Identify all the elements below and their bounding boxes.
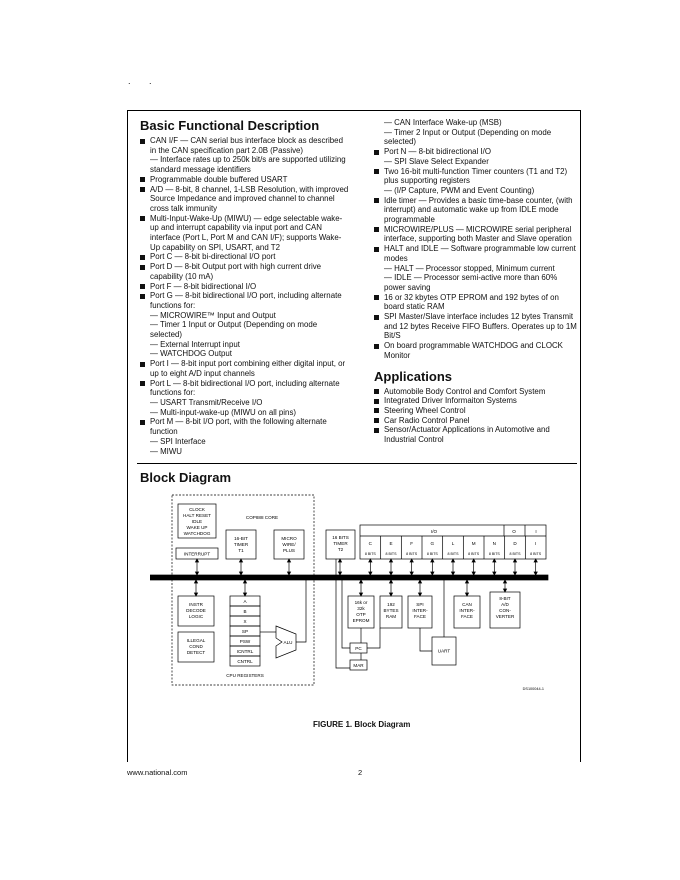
port-bits: 8 BITS (364, 552, 376, 556)
bullet-item: Programmable double buffered USART (140, 175, 350, 185)
bus-down-arrow-head (243, 593, 246, 596)
microwire-line: WIRE/ (282, 542, 296, 547)
clock-line: HALT RESET (183, 513, 211, 518)
port-letter: L (451, 541, 455, 546)
figure-caption: FIGURE 1. Block Diagram (313, 720, 411, 729)
port-letter: M (471, 541, 476, 546)
eprom-line: OTP (356, 612, 366, 617)
uart-label: UART (437, 648, 451, 654)
port-bus-arrow-head (513, 559, 516, 562)
bus-down-arrow-head (503, 589, 506, 592)
microwire-line: MICRO (281, 536, 297, 541)
port-bus-arrow-head (451, 572, 454, 575)
bus-arrow-head (239, 559, 242, 562)
application-item: Steering Wheel Control (374, 406, 580, 416)
functional-list-right (374, 118, 580, 361)
spi-line: INTER- (412, 608, 428, 613)
clock-line: WATCHDOG (183, 531, 211, 536)
port-bus-arrow-head (410, 559, 413, 562)
port-bits: 8 BITS (406, 552, 418, 556)
timer2-line: T2 (337, 547, 344, 552)
sub-item: — SPI Slave Select Expander (384, 156, 489, 166)
port-bus-arrow-head (534, 572, 537, 575)
bullet-item: Port D — 8-bit Output port with high current drive capability (10 mA) (140, 262, 350, 281)
port-bits: 8 BITS (447, 552, 459, 556)
adc-line: 8-BIT (499, 596, 511, 601)
bullet-item: SPI Master/Slave interface includes 12 bytes Transmit and 12 bytes Receive FIFO Buffers. Operates up to 1M Bit/S (374, 312, 580, 341)
clock-line: WAKE UP (186, 525, 208, 530)
right-column (374, 118, 580, 445)
header-dots: . . (128, 76, 160, 86)
bus-down-arrow-head (418, 580, 421, 583)
clock-line: CLOCK (189, 507, 205, 512)
bus-down-arrow-head (465, 593, 468, 596)
bus-down-arrow-head (194, 593, 197, 596)
sub-item: — Multi-input-wake-up (MIWU on all pins) (150, 407, 297, 417)
port-bits: 8 BITS (385, 552, 397, 556)
bullet-item: Port F — 8-bit bidirectional I/O (140, 282, 350, 292)
instr-line: INSTR (189, 602, 203, 607)
section-title-applications: Applications (374, 368, 453, 384)
eprom-line: EPROM (352, 618, 370, 623)
section-title-functional: Basic Functional Description (140, 118, 320, 133)
port-letter: G (430, 541, 435, 546)
interrupt-label: INTERRUPT (183, 551, 211, 557)
port-letter: C (368, 541, 372, 546)
io-label: I/O (430, 529, 438, 534)
footer-url: www.national.com (127, 768, 188, 777)
port-letter: D (513, 541, 517, 546)
port-bits: 8 BITS (530, 552, 542, 556)
ram-line: RAM (385, 614, 397, 619)
sub-item: — Timer 1 Input or Output (Depending on mode selected) (150, 320, 318, 340)
spi-line: FACE (414, 614, 426, 619)
bus-down-arrow-head (465, 580, 468, 583)
port-bus-arrow-head (493, 572, 496, 575)
clock-line: IDLE (191, 519, 203, 524)
bus-down-arrow-head (503, 580, 506, 583)
ram-line: 192 (387, 602, 395, 607)
instr-line: LOGIC (188, 614, 204, 619)
section-title-block-diagram: Block Diagram (140, 470, 232, 485)
bus-arrow-head (239, 572, 242, 575)
timer1-line: T1 (238, 548, 244, 553)
illegal-line: COND (189, 644, 203, 649)
bullet-item: Port G — 8-bit bidirectional I/O port, including alternate functions for: (140, 291, 350, 310)
bus-down-arrow-head (194, 580, 197, 583)
section-divider (137, 463, 577, 464)
sub-item: — MICROWIRE™ Input and Output (150, 310, 276, 320)
adc-line: A/D (501, 602, 509, 607)
port-letter: E (389, 541, 393, 546)
bus-down-arrow-head (389, 593, 392, 596)
ds-number: DS100044-1 (522, 687, 544, 691)
port-bus-arrow-head (369, 572, 372, 575)
bus-arrow-head (338, 559, 341, 562)
register-label: X (243, 619, 247, 624)
port-bus-arrow-head (389, 559, 392, 562)
bullet-item: HALT and IDLE — Software programmable low current modes (374, 244, 580, 263)
port-bits: 8 BITS (426, 552, 438, 556)
port-bus-arrow-head (534, 559, 537, 562)
port-bus-arrow-head (410, 572, 413, 575)
bullet-item: Port C — 8-bit bi-directional I/O port (140, 252, 350, 262)
bus-arrow-head (195, 572, 198, 575)
register-label: A (243, 599, 247, 604)
register-label: PSW (239, 639, 251, 644)
bus-arrow-head (287, 559, 290, 562)
bus-arrow-head (287, 572, 290, 575)
port-letter: I (535, 541, 537, 546)
sub-item: — WATCHDOG Output (150, 349, 232, 359)
port-bus-arrow-head (431, 559, 434, 562)
bullet-item: MICROWIRE/PLUS — MICROWIRE serial peripheral interface, supporting both Master and Slave operation (374, 225, 580, 244)
bullet-item: Multi-Input-Wake-Up (MIWU) — edge selectable wake-up and interrupt capability via input port and CAN interface (Port L, Port M and CAN I/F); supports Wake-Up capability on SPI, USART, and T2 (140, 214, 350, 253)
can-line: CAN (462, 602, 472, 607)
bullet-item: A/D — 8-bit, 8 channel, 1-LSB Resolution, with improved Source Impedance and improved channel to channel cross talk immunity (140, 185, 350, 214)
bullet-item: CAN I/F — CAN serial bus interface block as described in the CAN specification part 2.0B (Passive) (140, 136, 350, 155)
port-bits: 8 BITS (509, 552, 521, 556)
sub-item: — Timer 2 Input or Output (Depending on mode selected) (384, 127, 552, 147)
i-label: I (535, 529, 537, 534)
sub-item: — IDLE — Processor semi-active more than 60% power saving (384, 273, 558, 292)
can-line: FACE (461, 614, 473, 619)
functional-list-left (140, 136, 350, 456)
applications-list (374, 387, 580, 445)
bullet-item: Idle timer — Provides a basic time-base counter, (with interrupt) and automatic wake up from IDLE mode programmable (374, 196, 580, 225)
application-item: Automobile Body Control and Comfort System (374, 387, 580, 397)
port-bus-arrow-head (493, 559, 496, 562)
eprom-line: 16k or (354, 600, 368, 605)
bullet-item: Port M — 8-bit I/O port, with the following alternate function (140, 417, 350, 436)
timer2-line: 16 BITS (332, 535, 349, 540)
port-bits: 8 BITS (468, 552, 480, 556)
register-label: B (243, 609, 247, 614)
port-letter: F (410, 541, 414, 546)
bus-down-arrow-head (359, 593, 362, 596)
sub-item: — External Interrupt input (150, 339, 240, 349)
spi-line: SPI (416, 602, 424, 607)
can-line: INTER- (459, 608, 475, 613)
o-label: O (512, 529, 516, 534)
mar-label: MAR (353, 663, 364, 668)
sub-item: — Interface rates up to 250k bit/s are supported utilizing standard message identifiers (150, 155, 346, 175)
adc-line: CON- (499, 608, 511, 613)
timer1-line: 16-BIT (234, 536, 248, 541)
functional-description-column (140, 118, 350, 456)
bullet-item: 16 or 32 kbytes OTP EPROM and 192 bytes of on board static RAM (374, 293, 580, 312)
port-bus-arrow-head (472, 559, 475, 562)
bus-down-arrow-head (389, 580, 392, 583)
application-item: Sensor/Actuator Applications in Automotive and Industrial Control (374, 425, 580, 444)
port-letter: N (492, 541, 496, 546)
port-bus-arrow-head (389, 572, 392, 575)
illegal-line: DETECT (186, 650, 206, 655)
bus-down-arrow-head (359, 580, 362, 583)
microwire-line: PLUS (282, 548, 296, 553)
sub-item: — CAN Interface Wake-up (MSB) (384, 118, 502, 127)
port-bus-arrow-head (431, 572, 434, 575)
eprom-line: 32k (357, 606, 365, 611)
bullet-item: Port L — 8-bit bidirectional I/O port, including alternate functions for: (140, 379, 350, 398)
bus-down-arrow-head (418, 593, 421, 596)
register-label: SP (241, 629, 249, 634)
pc-label: PC (355, 646, 362, 651)
alu-label: ALU (283, 640, 293, 645)
cpu-registers-label: CPU REGISTERS (226, 673, 264, 678)
application-item: Car Radio Control Panel (374, 416, 580, 426)
sub-item: — MIWU (150, 446, 182, 456)
instr-line: DECODE (186, 608, 206, 613)
bullet-item: On board programmable WATCHDOG and CLOCK Monitor (374, 341, 580, 360)
bullet-item: Two 16-bit multi-function Timer counters (T1 and T2) plus supporting registers (374, 167, 580, 186)
bus-down-arrow-head (243, 580, 246, 583)
register-label: CNTRL (237, 659, 253, 664)
port-bus-arrow-head (369, 559, 372, 562)
core-label: COP888 CORE (245, 515, 279, 520)
ram-line: BYTES (383, 608, 399, 613)
main-bus (150, 575, 548, 580)
footer-page-number: 2 (358, 768, 363, 777)
sub-item: — HALT — Processor stopped, Minimum current (384, 263, 555, 273)
bus-arrow-head (195, 559, 198, 562)
port-bus-arrow-head (472, 572, 475, 575)
adc-line: VERTER (495, 614, 515, 619)
sub-item: — SPI Interface (150, 436, 206, 446)
port-bus-arrow-head (451, 559, 454, 562)
sub-item: — (I/P Capture, PWM and Event Counting) (384, 185, 535, 195)
bus-arrow-head (338, 572, 341, 575)
register-label: ICNTRL (236, 649, 254, 654)
port-bits: 8 BITS (488, 552, 500, 556)
port-bus-arrow-head (513, 572, 516, 575)
illegal-line: ILLEGAL (186, 638, 206, 643)
bullet-item: Port I — 8-bit input port combining either digital input, or up to eight A/D input channels (140, 359, 350, 378)
timer2-line: TIMER (333, 541, 348, 546)
sub-item: — USART Transmit/Receive I/O (150, 397, 263, 407)
application-item: Integrated Driver Informaiton Systems (374, 396, 580, 406)
bullet-item: Port N — 8-bit bidirectional I/O (374, 147, 580, 157)
timer1-line: TIMER (233, 542, 249, 547)
block-diagram (150, 492, 550, 722)
